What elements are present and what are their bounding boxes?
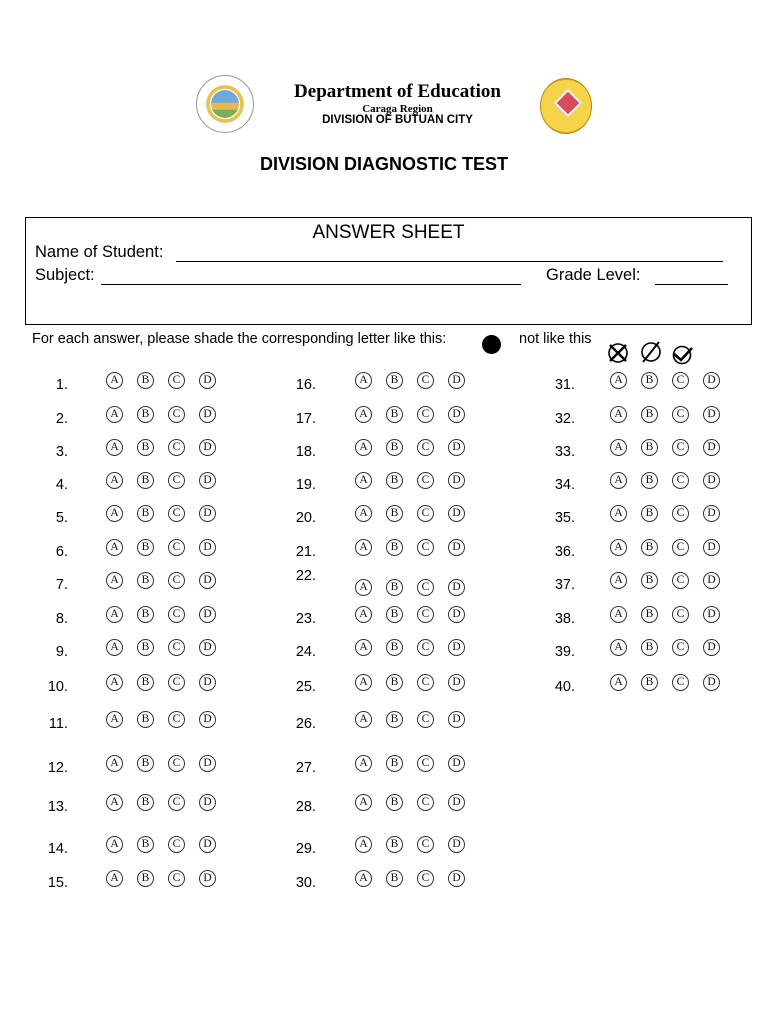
answer-bubble[interactable]: B — [137, 755, 154, 772]
answer-bubble[interactable]: C — [417, 755, 434, 772]
question-number: 12. — [47, 760, 68, 776]
answer-bubble[interactable]: C — [672, 472, 689, 489]
checked-circle-icon — [671, 343, 693, 365]
answer-bubble[interactable]: D — [448, 579, 465, 596]
answer-bubble[interactable]: A — [355, 639, 372, 656]
answer-bubble[interactable]: C — [168, 372, 185, 389]
answer-bubble[interactable]: C — [168, 606, 185, 623]
answer-bubble[interactable]: D — [448, 870, 465, 887]
question-number: 24. — [295, 644, 316, 660]
answer-bubble[interactable]: A — [355, 439, 372, 456]
answer-bubble[interactable]: B — [386, 606, 403, 623]
question-number: 5. — [55, 510, 68, 526]
answer-bubble[interactable]: A — [106, 674, 123, 691]
answer-bubble[interactable]: D — [448, 711, 465, 728]
answer-bubble[interactable]: B — [386, 472, 403, 489]
question-number: 33. — [554, 444, 575, 460]
question-number: 15. — [47, 875, 68, 891]
answer-bubble[interactable]: C — [417, 472, 434, 489]
answer-bubble[interactable]: D — [199, 372, 216, 389]
answer-bubble[interactable]: B — [137, 439, 154, 456]
answer-bubble[interactable]: B — [137, 870, 154, 887]
answer-bubble[interactable]: B — [386, 755, 403, 772]
answer-bubble[interactable]: A — [610, 606, 627, 623]
answer-bubble[interactable]: A — [355, 755, 372, 772]
answer-bubble[interactable]: A — [106, 539, 123, 556]
answer-bubble[interactable]: C — [168, 472, 185, 489]
answer-bubble[interactable]: D — [448, 472, 465, 489]
answer-bubble[interactable]: D — [199, 711, 216, 728]
question-number: 3. — [55, 444, 68, 460]
question-number: 32. — [554, 411, 575, 427]
question-number: 9. — [55, 644, 68, 660]
answer-bubble[interactable]: B — [641, 472, 658, 489]
region-name: Caraga Region — [362, 103, 433, 115]
question-number: 38. — [554, 611, 575, 627]
question-number: 22. — [295, 568, 316, 584]
answer-bubble[interactable]: C — [168, 870, 185, 887]
answer-bubble[interactable]: B — [386, 539, 403, 556]
answer-bubble[interactable]: A — [355, 870, 372, 887]
answer-bubble[interactable]: A — [610, 406, 627, 423]
answer-bubble[interactable]: A — [106, 439, 123, 456]
question-number: 27. — [295, 760, 316, 776]
answer-bubble[interactable]: B — [137, 836, 154, 853]
student-name-label: Name of Student: — [35, 243, 164, 261]
answer-bubble[interactable]: C — [417, 539, 434, 556]
question-number: 17. — [295, 411, 316, 427]
answer-bubble[interactable]: D — [448, 439, 465, 456]
student-name-field[interactable] — [176, 261, 723, 262]
answer-bubble[interactable]: A — [610, 539, 627, 556]
answer-bubble[interactable]: D — [448, 639, 465, 656]
department-name: Department of Education — [294, 81, 501, 102]
answer-bubble[interactable]: C — [168, 794, 185, 811]
question-number: 34. — [554, 477, 575, 493]
answer-bubble[interactable]: B — [641, 439, 658, 456]
question-number: 30. — [295, 875, 316, 891]
answer-bubble[interactable]: A — [106, 836, 123, 853]
answer-bubble[interactable]: A — [106, 572, 123, 589]
answer-bubble[interactable]: C — [168, 406, 185, 423]
answer-bubble[interactable]: C — [672, 372, 689, 389]
question-number: 21. — [295, 544, 316, 560]
answer-bubble[interactable]: D — [199, 505, 216, 522]
question-number: 29. — [295, 841, 316, 857]
answer-bubble[interactable]: C — [168, 439, 185, 456]
answer-bubble[interactable]: A — [355, 472, 372, 489]
answer-bubble[interactable]: B — [137, 372, 154, 389]
answer-bubble[interactable]: B — [386, 794, 403, 811]
answer-bubble[interactable]: B — [137, 639, 154, 656]
answer-bubble[interactable]: B — [641, 505, 658, 522]
answer-bubble[interactable]: D — [703, 439, 720, 456]
answer-bubble[interactable]: B — [386, 639, 403, 656]
answer-bubble[interactable]: D — [199, 606, 216, 623]
question-number: 7. — [55, 577, 68, 593]
answer-bubble[interactable]: C — [672, 539, 689, 556]
answer-bubble[interactable]: A — [106, 472, 123, 489]
answer-bubble[interactable]: C — [417, 639, 434, 656]
answer-bubble[interactable]: A — [355, 579, 372, 596]
answer-bubble[interactable]: B — [137, 606, 154, 623]
grade-level-field[interactable] — [655, 284, 728, 285]
answer-bubble[interactable]: B — [137, 505, 154, 522]
answer-bubble[interactable]: B — [386, 579, 403, 596]
answer-bubble[interactable]: A — [355, 674, 372, 691]
answer-bubble[interactable]: A — [610, 674, 627, 691]
answer-bubble[interactable]: A — [355, 406, 372, 423]
answer-bubble[interactable]: C — [168, 836, 185, 853]
question-number: 11. — [48, 716, 68, 732]
answer-bubble[interactable]: B — [137, 539, 154, 556]
question-number: 10. — [47, 679, 68, 695]
answer-bubble[interactable]: B — [137, 711, 154, 728]
question-number: 4. — [55, 477, 68, 493]
answer-bubble[interactable]: A — [610, 639, 627, 656]
crossed-circle-icon — [607, 342, 629, 364]
answer-bubble[interactable]: D — [199, 539, 216, 556]
answer-bubble[interactable]: C — [168, 639, 185, 656]
question-number: 28. — [295, 799, 316, 815]
answer-bubble[interactable]: D — [199, 572, 216, 589]
answer-bubble[interactable]: D — [703, 606, 720, 623]
answer-bubble[interactable]: A — [355, 539, 372, 556]
answer-bubble[interactable]: B — [386, 406, 403, 423]
answer-bubble[interactable]: D — [703, 372, 720, 389]
answer-bubble[interactable]: A — [355, 711, 372, 728]
answer-bubble[interactable]: C — [417, 606, 434, 623]
question-number: 25. — [295, 679, 316, 695]
answer-bubble[interactable]: D — [199, 836, 216, 853]
answer-bubble[interactable]: C — [168, 539, 185, 556]
question-number: 1. — [55, 377, 68, 393]
answer-bubble[interactable]: A — [355, 794, 372, 811]
answer-bubble[interactable]: C — [417, 579, 434, 596]
answer-sheet-title: ANSWER SHEET — [312, 222, 465, 243]
answer-bubble[interactable]: B — [386, 505, 403, 522]
answer-bubble[interactable]: D — [703, 539, 720, 556]
answer-bubble[interactable]: C — [417, 711, 434, 728]
subject-label: Subject: — [35, 266, 95, 284]
answer-bubble[interactable]: A — [355, 505, 372, 522]
answer-bubble[interactable]: A — [355, 836, 372, 853]
answer-bubble[interactable]: C — [168, 674, 185, 691]
answer-bubble[interactable]: C — [417, 794, 434, 811]
answer-bubble[interactable]: B — [386, 439, 403, 456]
answer-bubble[interactable]: B — [137, 472, 154, 489]
answer-bubble[interactable]: B — [641, 372, 658, 389]
instruction-text: For each answer, please shade the corresponding letter like this: — [32, 331, 447, 347]
answer-bubble[interactable]: A — [610, 472, 627, 489]
answer-bubble[interactable]: B — [137, 406, 154, 423]
answer-bubble[interactable]: D — [703, 472, 720, 489]
question-number: 13. — [47, 799, 68, 815]
answer-bubble[interactable]: D — [448, 674, 465, 691]
answer-bubble[interactable]: C — [672, 406, 689, 423]
answer-bubble[interactable]: D — [199, 439, 216, 456]
answer-bubble[interactable]: D — [448, 505, 465, 522]
answer-bubble[interactable]: D — [448, 372, 465, 389]
answer-bubble[interactable]: B — [641, 674, 658, 691]
answer-bubble[interactable]: C — [168, 572, 185, 589]
question-number: 14. — [47, 841, 68, 857]
question-number: 19. — [295, 477, 316, 493]
answer-bubble[interactable]: A — [610, 439, 627, 456]
question-number: 26. — [295, 716, 316, 732]
answer-bubble[interactable]: D — [703, 674, 720, 691]
answer-bubble[interactable]: D — [199, 755, 216, 772]
question-number: 37. — [554, 577, 575, 593]
answer-bubble[interactable]: A — [610, 372, 627, 389]
answer-bubble[interactable]: D — [199, 794, 216, 811]
answer-bubble[interactable]: C — [417, 836, 434, 853]
answer-bubble[interactable]: D — [448, 539, 465, 556]
test-title: DIVISION DIAGNOSTIC TEST — [259, 154, 509, 174]
answer-bubble[interactable]: A — [610, 572, 627, 589]
answer-bubble[interactable]: B — [386, 836, 403, 853]
answer-bubble[interactable]: D — [199, 639, 216, 656]
answer-bubble[interactable]: A — [106, 406, 123, 423]
answer-bubble[interactable]: A — [106, 755, 123, 772]
question-number: 18. — [295, 444, 316, 460]
answer-bubble[interactable]: A — [106, 794, 123, 811]
answer-bubble[interactable]: B — [137, 674, 154, 691]
answer-bubble[interactable]: D — [448, 406, 465, 423]
answer-bubble[interactable]: D — [448, 606, 465, 623]
question-number: 16. — [295, 377, 316, 393]
shaded-circle-icon — [482, 335, 501, 354]
answer-bubble[interactable]: A — [106, 870, 123, 887]
answer-bubble[interactable]: A — [106, 711, 123, 728]
answer-bubble[interactable]: A — [106, 372, 123, 389]
slashed-circle-icon — [640, 341, 662, 363]
answer-bubble[interactable]: D — [703, 639, 720, 656]
answer-bubble[interactable]: B — [386, 674, 403, 691]
question-number: 31. — [554, 377, 575, 393]
division-name: DIVISION OF BUTUAN CITY — [322, 114, 473, 126]
answer-bubble[interactable]: C — [417, 674, 434, 691]
answer-bubble[interactable]: C — [417, 372, 434, 389]
answer-bubble[interactable]: B — [641, 572, 658, 589]
answer-bubble[interactable]: D — [199, 472, 216, 489]
answer-bubble[interactable]: A — [106, 606, 123, 623]
answer-bubble[interactable]: D — [703, 572, 720, 589]
answer-bubble[interactable]: C — [672, 572, 689, 589]
answer-bubble[interactable]: B — [386, 372, 403, 389]
answer-bubble[interactable]: D — [703, 505, 720, 522]
answer-bubble[interactable]: C — [672, 639, 689, 656]
question-number: 40. — [554, 679, 575, 695]
question-number: 6. — [55, 544, 68, 560]
answer-bubble[interactable]: B — [386, 870, 403, 887]
answer-bubble[interactable]: B — [641, 639, 658, 656]
answer-bubble[interactable]: C — [672, 505, 689, 522]
grade-level-label: Grade Level: — [546, 266, 641, 284]
answer-bubble[interactable]: C — [672, 674, 689, 691]
answer-bubble[interactable]: A — [355, 372, 372, 389]
answer-bubble[interactable]: A — [106, 639, 123, 656]
answer-bubble[interactable]: C — [417, 439, 434, 456]
answer-bubble[interactable]: C — [417, 406, 434, 423]
answer-bubble[interactable]: B — [137, 794, 154, 811]
question-number: 8. — [55, 611, 68, 627]
subject-field[interactable] — [101, 284, 521, 285]
question-number: 39. — [554, 644, 575, 660]
question-number: 35. — [554, 510, 575, 526]
not-like-text: not like this — [519, 331, 592, 347]
answer-bubble[interactable]: B — [641, 406, 658, 423]
answer-bubble[interactable]: C — [168, 505, 185, 522]
question-number: 23. — [295, 611, 316, 627]
answer-bubble[interactable]: D — [199, 674, 216, 691]
answer-bubble[interactable]: B — [641, 539, 658, 556]
answer-bubble[interactable]: D — [448, 836, 465, 853]
question-number: 20. — [295, 510, 316, 526]
question-number: 2. — [55, 411, 68, 427]
answer-bubble[interactable]: C — [417, 505, 434, 522]
answer-bubble[interactable]: D — [448, 794, 465, 811]
answer-bubble[interactable]: D — [448, 755, 465, 772]
answer-bubble[interactable]: A — [610, 505, 627, 522]
answer-bubble[interactable]: C — [672, 439, 689, 456]
answer-bubble[interactable]: B — [137, 572, 154, 589]
answer-bubble[interactable]: D — [703, 406, 720, 423]
answer-bubble[interactable]: C — [672, 606, 689, 623]
answer-bubble[interactable]: A — [106, 505, 123, 522]
answer-bubble[interactable]: C — [168, 711, 185, 728]
answer-bubble[interactable]: B — [641, 606, 658, 623]
answer-bubble[interactable]: D — [199, 870, 216, 887]
answer-bubble[interactable]: D — [199, 406, 216, 423]
question-number: 36. — [554, 544, 575, 560]
answer-bubble[interactable]: C — [417, 870, 434, 887]
answer-bubble[interactable]: A — [355, 606, 372, 623]
answer-bubble[interactable]: B — [386, 711, 403, 728]
answer-bubble[interactable]: C — [168, 755, 185, 772]
